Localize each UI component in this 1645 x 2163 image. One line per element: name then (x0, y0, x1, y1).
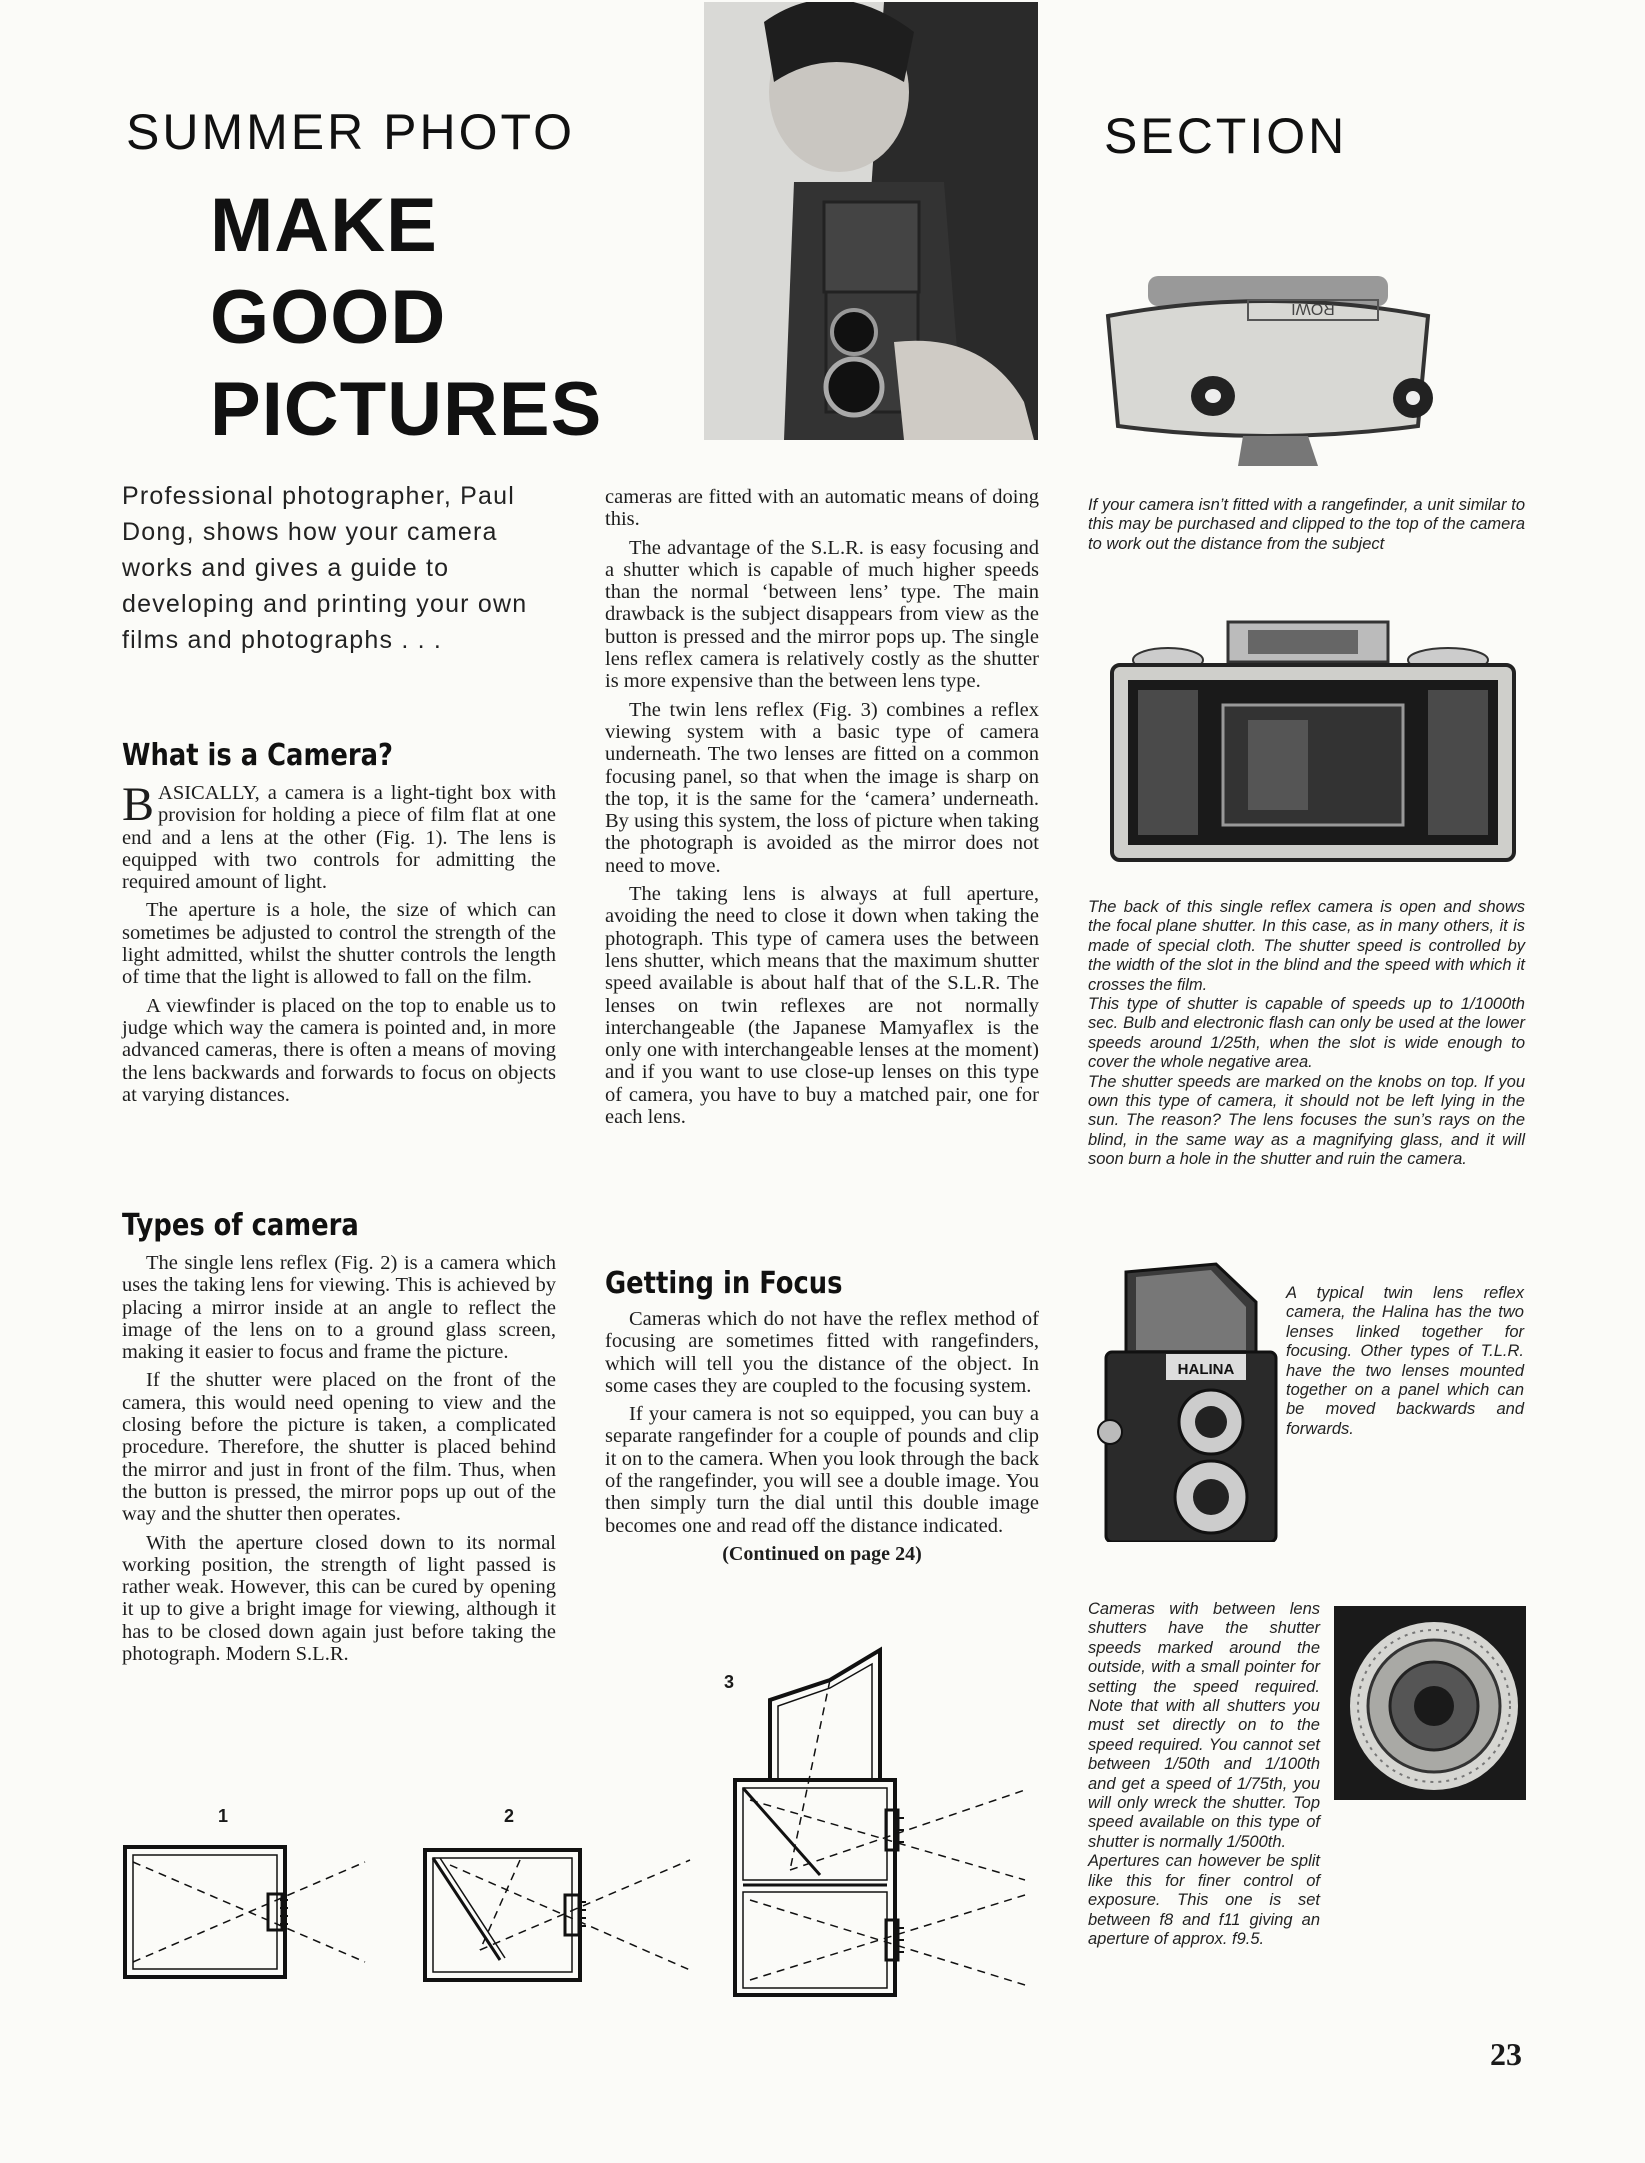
section-kicker-right: SECTION (1104, 108, 1348, 164)
col2-paragraph-2: The advantage of the S.L.R. is easy focusing and a shutter which is capable of much higher speeds than the normal ‘between lens’ type. The main drawback is the subject disappears from view as the button is pressed and the mirror pops up. The single lens reflex camera is relatively costly as the shutter is more expensive than the between lens type. (605, 536, 1039, 693)
col2-paragraph-4: The taking lens is always at full aperture, avoiding the need to close it down when taking the photograph. This type of camera uses the between lens shutter, which means that the maximum shutter speed available is about half that of the S.L.R. The lenses on twin reflexes are not normally interchangeable (the Japanese Mamyaflex is the only one with interchangeable lenses at the moment) and if you want to use close-up lenses on this type of camera, you have to buy a matched pair, one for each lens. (605, 883, 1039, 1129)
col2-paragraph-3: The twin lens reflex (Fig. 3) combines a reflex viewing system with a basic type of camera underneath. The two lenses are fitted on a common focusing panel, so that when the image is sharp on the top, it is the same for the ‘camera’ underneath. By using this system, the loss of picture when taking the photograph is avoided as the mirror does not need to move. (605, 698, 1039, 877)
continued-note: (Continued on page 24) (722, 1542, 922, 1565)
page-title (210, 180, 602, 456)
slr-back-photo (1108, 620, 1518, 870)
figure-3-number: 3 (724, 1672, 735, 1692)
drop-cap: B (122, 778, 155, 831)
rangefinder-photo (1098, 276, 1438, 471)
col2-paragraph-1: cameras are fitted with an automatic means of doing this. (605, 486, 1039, 531)
caption-slr-back: The back of this single reflex camera is open and shows the focal plane shutter. In this case, as in many others, it is made of special cloth. The shutter speed is controlled by the width of the slot in the blind and the speed with which it crosses the film. This type of shutter is capable of speeds up to 1/1000th sec. Bulb and electronic flash can only be used at the lower speeds around 1/25th, when the slot is wide enough to cover the whole negative area. The shutter speeds are marked on the knobs on top. If you own this type of camera, it should not be left lying in the sun. The reason? The lens focuses the sun’s rays on the blind, in the same way as a magnifying glass, and it will soon burn a hole in the shutter and ruin the camera. (1088, 898, 1525, 1169)
figure-1-diagram (120, 1842, 370, 1982)
heading-what-is-camera: What is a Camera? (122, 738, 393, 773)
intro-paragraph: Professional photographer, Paul Dong, shows how your camera works and gives a guide to developing and printing your own films and photographs . . . (122, 482, 528, 654)
photographer-photo (704, 2, 1038, 440)
col1-paragraph-3: A viewfinder is placed on the top to enable us to judge which way the camera is pointed and, in more advanced cameras, there is often a means of moving the lens backwards and forwards to focus on objects at varying distances. (122, 994, 556, 1106)
section-kicker-left: SUMMER PHOTO (126, 104, 575, 160)
tlr-brand-label: HALINA (1177, 1361, 1235, 1378)
tlr-camera-photo (1096, 1262, 1286, 1542)
caption-shutter: Cameras with between lens shutters have the shutter speeds marked around the outside, with a small pointer for setting the speed required. Note that with all shutters you must set directly on to the speed required. You cannot set between 1/50th and 1/100th and get a speed of 1/75th, you will only wreck the shutter. Top speed available on this type of shutter is normally 1/500th. Apertures can however be split like this for finer control of exposure. This one is set between f8 and f11 giving an aperture of approx. f9.5. (1088, 1600, 1320, 1948)
shutter-lens-photo (1334, 1606, 1526, 1800)
col1-paragraph-1-text: ASICALLY, a camera is a light-tight box with provision for holding a piece of film flat at one end and a lens at the other (Fig. 1). The lens is equipped with two controls for admitting the required amount of light. (122, 782, 556, 894)
heading-types-of-camera: Types of camera (122, 1208, 359, 1243)
col2-paragraph-5: Cameras which do not have the reflex method of focusing are sometimes fitted with rangefinders, which will tell you the distance of the object. In some cases they are coupled to the focusing system. (605, 1308, 1039, 1397)
column-2-text (605, 486, 1039, 1134)
title-line-1: MAKE (210, 183, 438, 268)
page-number: 23 (1490, 2036, 1522, 2072)
caption-tlr: A typical twin lens reflex camera, the Halina has the two lenses linked together for focusing. Other types of T.L.R. have the two lenses mounted together on a panel which can be moved backwards and forwards. (1286, 1284, 1524, 1438)
col2-paragraph-6: If your camera is not so equipped, you can buy a separate rangefinder for a couple of pounds and clip it on to the camera. When you look through the back of the rangefinder, you will see a double image. You then simply turn the dial until this double image becomes one and read off the distance indicated. (605, 1403, 1039, 1537)
title-line-2: GOOD (210, 275, 447, 360)
rangefinder-brand-label: ROWI (1291, 300, 1335, 317)
col1-paragraph-2: The aperture is a hole, the size of which can sometimes be adjusted to control the strength of the light admitted, whilst the shutter controls the length of time that the light is allowed to fall on the film. (122, 899, 556, 989)
title-line-3: PICTURES (210, 367, 603, 452)
column-2-text-b (605, 1308, 1039, 1565)
column-1-text-b (122, 1252, 556, 1671)
heading-getting-in-focus: Getting in Focus (605, 1266, 843, 1301)
col1-paragraph-5: If the shutter were placed on the front of the camera, this would need opening to view and the closing before the picture is taken, a complicated procedure. Therefore, the shutter is placed behind the mirror and just in front of the film. Thus, when the button is pressed, the mirror pops up out of the way and the shutter then operates. (122, 1369, 556, 1526)
caption-rangefinder: If your camera isn’t fitted with a rangefinder, a unit similar to this may be purchased and clipped to the top of the camera to work out the distance from the subject (1088, 496, 1525, 553)
col1-paragraph-1 (122, 778, 556, 894)
figure-2-diagram (420, 1840, 695, 1985)
col1-paragraph-4: The single lens reflex (Fig. 2) is a camera which uses the taking lens for viewing. This is achieved by placing a mirror inside at an angle to reflect the image of the lens on to a ground glass screen, making it easier to focus and frame the picture. (122, 1252, 556, 1364)
figure-1-number: 1 (218, 1806, 229, 1826)
figure-2-number: 2 (504, 1806, 515, 1826)
column-1-text (122, 778, 556, 1112)
figure-3-diagram (730, 1640, 1030, 2000)
col1-paragraph-6: With the aperture closed down to its normal working position, the strength of light passed is rather weak. However, this can be cured by opening it up to give a bright image for viewing, although it has to be closed down again just before taking the photograph. Modern S.L.R. (122, 1531, 556, 1666)
